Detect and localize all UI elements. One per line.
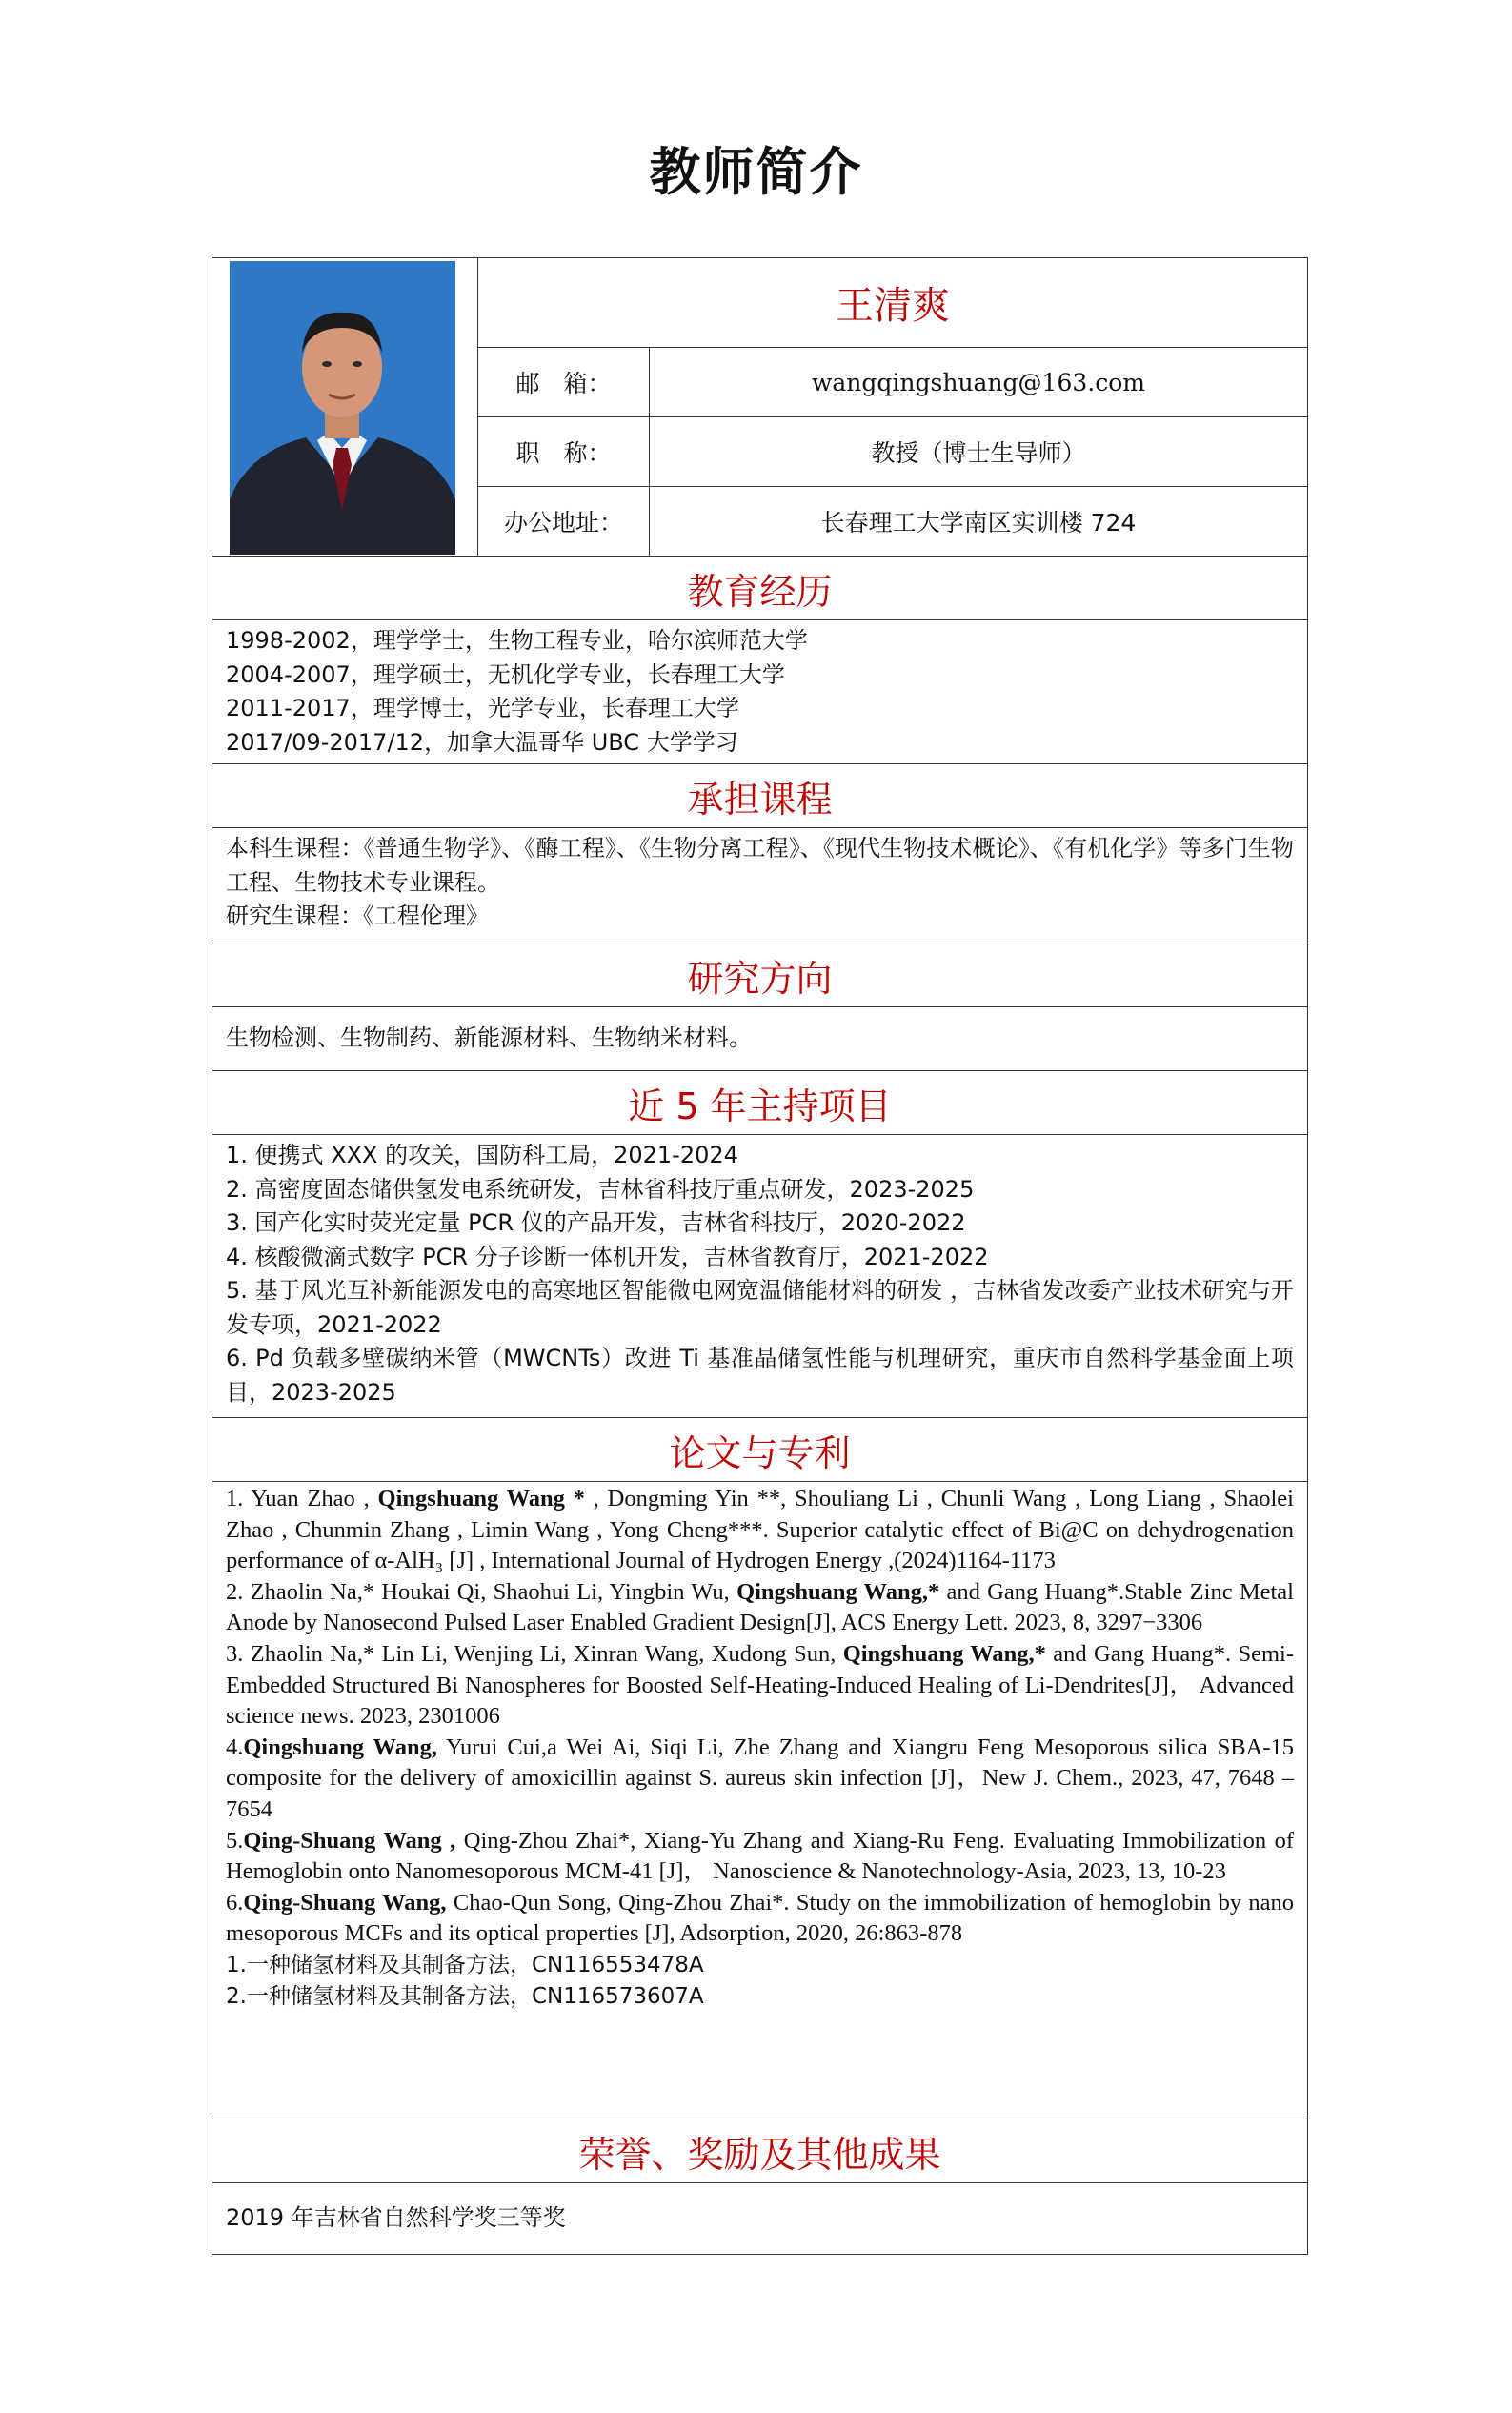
paper-text: Chao-Qun Song, Qing-Zhou Zhai*. Study on the immobilization of hemoglobin by nano mesoporous MCFs and its optical properties [J], Adsorption, 2020, 26:863-878: [226, 1889, 1295, 1947]
email-label: 邮 箱：: [478, 348, 650, 417]
paper-author-highlight: Qingshuang Wang,*: [736, 1578, 940, 1605]
papers-body: [212, 1482, 1308, 2119]
paper-text: , Dongming Yin **, Shouliang Li , Chunli Wang , Long Liang , Shaolei Zhao , Chunmin Zhang , Limin Wang , Yong Cheng***. Superior catalytic effect of Bi@C on dehydrogenation performance of α-AlH₃ [J] , International Journal of Hydrogen Energy ,(2024)1164-1173: [226, 1486, 1294, 1574]
education-line: 2017/09-2017/12，加拿大温哥华 UBC 大学学习: [226, 728, 738, 756]
paper-entry: [226, 1484, 1294, 1577]
email-value: wangqingshuang@163.com: [650, 348, 1308, 417]
education-line: 1998-2002，理学学士，生物工程专业，哈尔滨师范大学: [226, 627, 808, 654]
paper-author-highlight: Qing-Shuang Wang ,: [243, 1827, 456, 1854]
paper-text: 3. Zhaolin Na,* Lin Li, Wenjing Li, Xinran Wang, Xudong Sun,: [226, 1640, 843, 1667]
paper-text: 1. Yuan Zhao ,: [226, 1486, 378, 1511]
paper-author-highlight: Qingshuang Wang,: [243, 1734, 437, 1760]
paper-text: 2. Zhaolin Na,* Houkai Qi, Shaohui Li, Yingbin Wu,: [226, 1578, 737, 1605]
office-label: 办公地址：: [478, 487, 650, 557]
photo-cell: [212, 258, 478, 557]
research-heading: 研究方向: [212, 943, 1308, 1007]
paper-author-highlight: Qing-Shuang Wang,: [243, 1889, 447, 1916]
education-line: 2004-2007，理学硕士，无机化学专业，长春理工大学: [226, 660, 785, 688]
project-item: 2. 高密度固态储供氢发电系统研发，吉林省科技厅重点研发，2023-2025: [226, 1175, 975, 1203]
honor-item: 2019 年吉林省自然科学奖三等奖: [226, 2204, 566, 2232]
teacher-name: 王清爽: [478, 258, 1308, 348]
education-line: 2011-2017，理学博士，光学专业，长春理工大学: [226, 695, 739, 721]
profile-table: [212, 257, 1308, 2255]
paper-text: 6.: [226, 1889, 244, 1916]
paper-text: and Gang Huang*.Stable Zinc Metal Anode by Nanosecond Pulsed Laser Enabled Gradient Design[J], ACS Energy Lett. 2023, 8, 3297−3306: [226, 1578, 1294, 1636]
project-item: 3. 国产化实时荧光定量 PCR 仪的产品开发，吉林省科技厅，2020-2022: [226, 1209, 966, 1236]
paper-entry: [226, 1888, 1294, 1950]
paper-author-highlight: Qingshuang Wang *: [377, 1486, 585, 1511]
courses-heading: 承担课程: [212, 764, 1308, 828]
project-item: 1. 便携式 XXX 的攻关，国防科工局，2021-2024: [226, 1142, 738, 1168]
project-item: 4. 核酸微滴式数字 PCR 分子诊断一体机开发，吉林省教育厅，2021-2022: [226, 1243, 989, 1270]
research-line: 生物检测、生物制药、新能源材料、生物纳米材料。: [226, 1024, 752, 1052]
patent-entry: 1.一种储氢材料及其制备方法，CN116553478A: [226, 1952, 704, 1977]
page-title: 教师简介: [649, 142, 863, 202]
title-value: 教授（博士生导师）: [650, 417, 1308, 487]
courses-line: 本科生课程：《普通生物学》、《酶工程》、《生物分离工程》、《现代生物技术概论》、《有机化学》等多门生物工程、生物技术专业课程。: [226, 835, 1294, 896]
office-value: 长春理工大学南区实训楼 724: [650, 487, 1308, 557]
honors-heading: 荣誉、奖励及其他成果: [212, 2119, 1308, 2183]
education-heading: 教育经历: [212, 557, 1308, 620]
courses-line: 研究生课程：《工程伦理》: [226, 902, 489, 929]
courses-body: [212, 828, 1308, 943]
paper-entry: [226, 1577, 1294, 1639]
education-body: [212, 620, 1308, 764]
projects-heading: 近 5 年主持项目: [212, 1071, 1308, 1135]
paper-entry: [226, 1733, 1294, 1826]
paper-entry: [226, 1639, 1294, 1733]
papers-heading: 论文与专利: [212, 1418, 1308, 1482]
paper-text: Yurui Cui,a Wei Ai, Siqi Li, Zhe Zhang and Xiangru Feng Mesoporous silica SBA-15 composite for the delivery of amoxicillin against S. aureus skin infection [J]，New J. Chem., 2023, 47, 7648 – 7654: [226, 1734, 1294, 1822]
title-label: 职 称：: [478, 417, 650, 487]
research-body: [212, 1007, 1308, 1071]
paper-text: 5.: [226, 1827, 244, 1854]
paper-text: Qing-Zhou Zhai*, Xiang-Yu Zhang and Xiang-Ru Feng. Evaluating Immobilization of Hemoglobin onto Nanomesoporous MCM-41 [J]， Nanoscience & Nanotechnology-Asia, 2023, 13, 10-23: [226, 1827, 1295, 1885]
projects-body: [212, 1135, 1308, 1418]
patent-entry: 2.一种储氢材料及其制备方法，CN116573607A: [226, 1983, 704, 2009]
paper-text: and Gang Huang*. Semi-Embedded Structured Bi Nanospheres for Boosted Self-Heating-Induced Healing of Li-Dendrites[J]， Advanced science news. 2023, 2301006: [226, 1640, 1294, 1730]
paper-text: 4.: [226, 1734, 244, 1760]
honors-body: [212, 2183, 1308, 2255]
paper-author-highlight: Qingshuang Wang,*: [842, 1640, 1046, 1667]
portrait-photo: [230, 261, 455, 555]
project-item: 5. 基于风光互补新能源发电的高寒地区智能微电网宽温储能材料的研发 ，吉林省发改委产业技术研究与开发专项，2021-2022: [226, 1277, 1294, 1338]
paper-entry: [226, 1826, 1294, 1888]
project-item: 6. Pd 负载多壁碳纳米管（MWCNTs）改进 Ti 基准晶储氢性能与机理研究，重庆市自然科学基金面上项目，2023-2025: [226, 1345, 1294, 1406]
